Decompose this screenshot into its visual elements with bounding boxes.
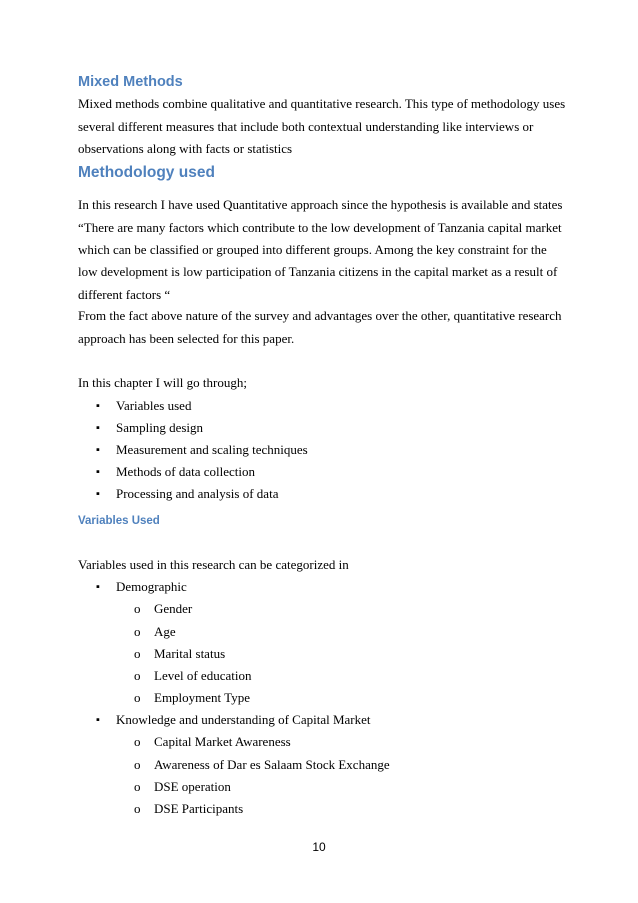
list-item: Variables used: [116, 398, 192, 413]
list-item: Methods of data collection: [116, 464, 255, 479]
paragraph-line: “There are many factors which contribute to the low development of Tanzania capital market: [78, 220, 562, 235]
list-item: Measurement and scaling techniques: [116, 442, 308, 457]
list-item: Employment Type: [154, 690, 250, 705]
variables-intro: Variables used in this research can be categorized in: [78, 557, 349, 572]
page-number: 10: [312, 840, 326, 854]
circle-bullet-icon: o: [134, 624, 141, 639]
paragraph-line: Mixed methods combine qualitative and quantitative research. This type of methodology uses: [78, 96, 566, 111]
circle-bullet-icon: o: [134, 757, 141, 772]
square-bullet-icon: ▪: [96, 400, 100, 412]
list-item: Age: [154, 624, 176, 639]
list-item: Gender: [154, 601, 193, 616]
chapter-intro: In this chapter I will go through;: [78, 375, 247, 390]
list-item: Awareness of Dar es Salaam Stock Exchange: [154, 757, 390, 772]
circle-bullet-icon: o: [134, 779, 141, 794]
square-bullet-icon: ▪: [96, 714, 100, 726]
variable-group-label: Knowledge and understanding of Capital Market: [116, 712, 371, 727]
square-bullet-icon: ▪: [96, 422, 100, 434]
list-item: Level of education: [154, 668, 252, 683]
square-bullet-icon: ▪: [96, 581, 100, 593]
circle-bullet-icon: o: [134, 668, 141, 683]
paragraph-line: low development is low participation of Tanzania citizens in the capital market as a result of: [78, 264, 558, 279]
paragraph-line: which can be classified or grouped into different groups. Among the key constraint for the: [78, 242, 547, 257]
heading-variables-used: Variables Used: [78, 515, 160, 527]
paragraph-line: In this research I have used Quantitative approach since the hypothesis is available and states: [78, 197, 563, 212]
heading-mixed-methods: Mixed Methods: [78, 74, 183, 90]
list-item: Capital Market Awareness: [154, 734, 291, 749]
heading-methodology-used: Methodology used: [78, 164, 215, 181]
variable-group-label: Demographic: [116, 579, 187, 594]
list-item: Marital status: [154, 646, 226, 661]
list-item: DSE Participants: [154, 801, 244, 816]
circle-bullet-icon: o: [134, 734, 141, 749]
paragraph-line: several different measures that include both contextual understanding like interviews or: [78, 119, 534, 134]
paragraph-line: different factors “: [78, 287, 171, 302]
circle-bullet-icon: o: [134, 601, 141, 616]
square-bullet-icon: ▪: [96, 466, 100, 478]
paragraph-line: From the fact above nature of the survey and advantages over the other, quantitative research: [78, 308, 562, 323]
circle-bullet-icon: o: [134, 646, 141, 661]
list-item: Sampling design: [116, 420, 204, 435]
circle-bullet-icon: o: [134, 690, 141, 705]
list-item: DSE operation: [154, 779, 231, 794]
square-bullet-icon: ▪: [96, 444, 100, 456]
paragraph-line: approach has been selected for this paper.: [78, 331, 295, 346]
square-bullet-icon: ▪: [96, 488, 100, 500]
paragraph-line: observations along with facts or statistics: [78, 141, 293, 156]
circle-bullet-icon: o: [134, 801, 141, 816]
list-item: Processing and analysis of data: [116, 486, 279, 501]
